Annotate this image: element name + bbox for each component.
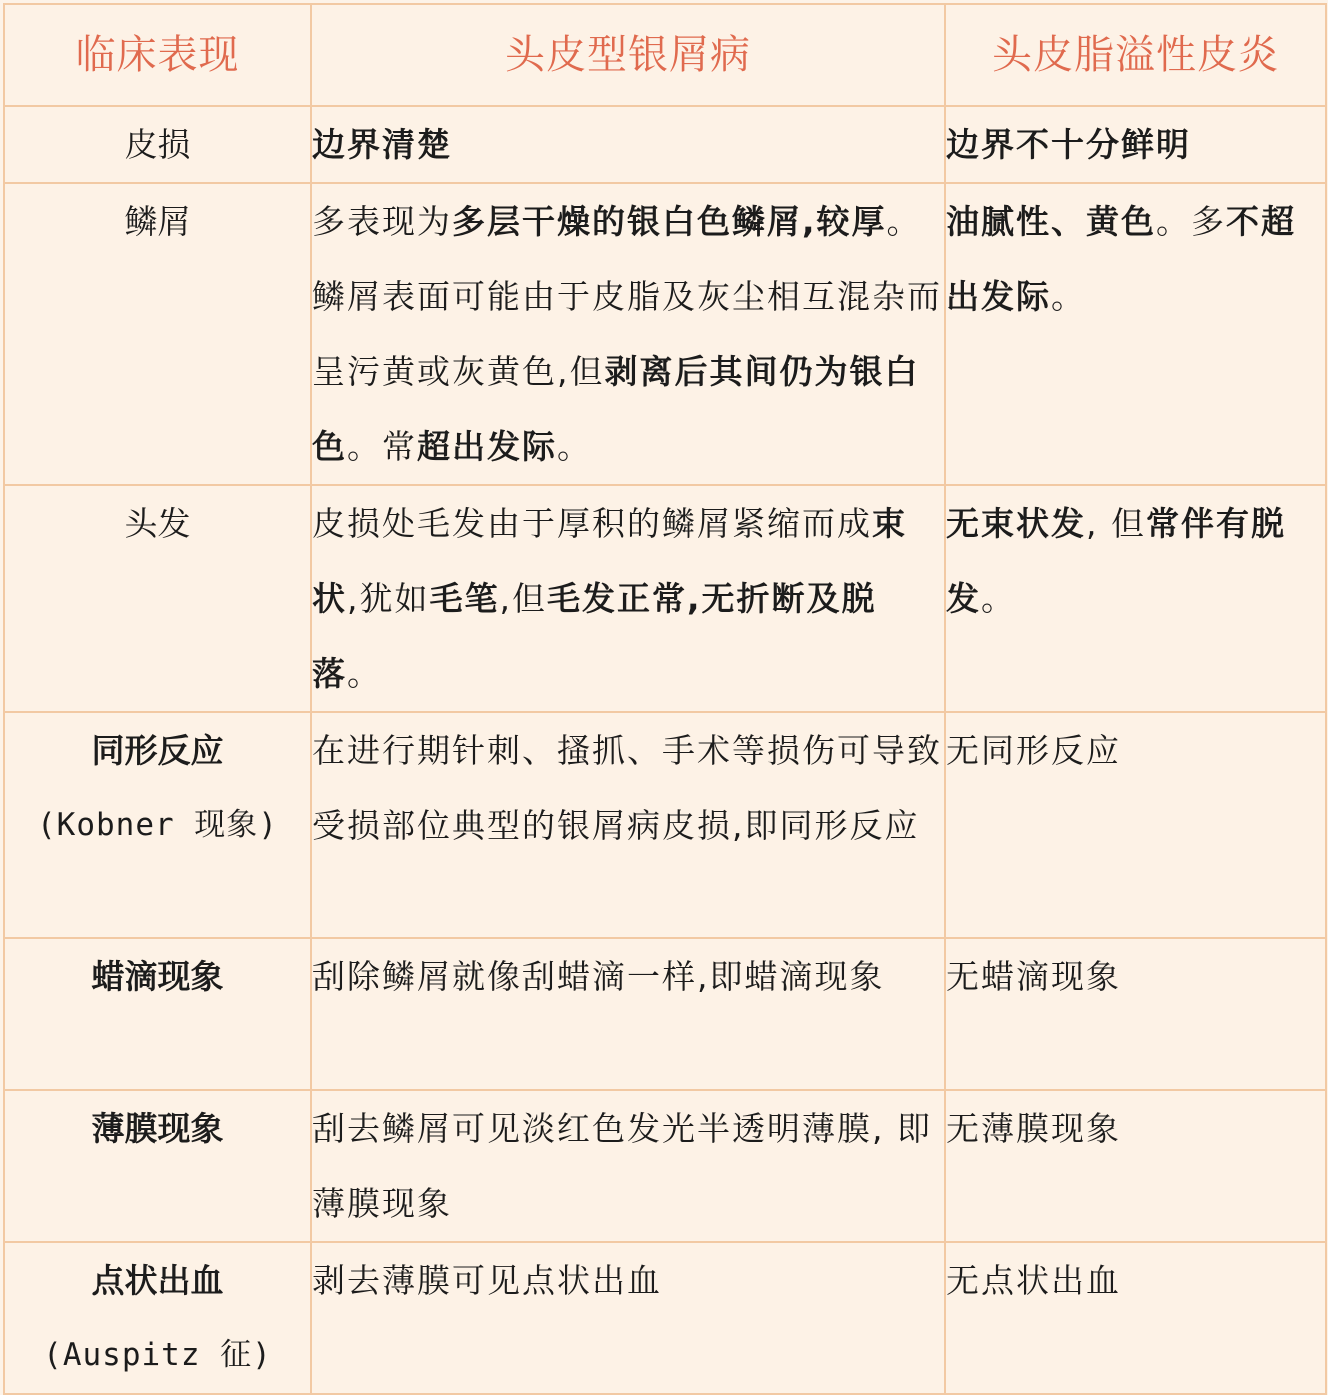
cell-text: 剥去薄膜可见点状出血 bbox=[312, 1261, 662, 1300]
cell-text: 。 bbox=[347, 654, 382, 693]
psoriasis-cell bbox=[311, 712, 945, 938]
psoriasis-cell bbox=[311, 183, 945, 485]
cell-text: 多表现为 bbox=[312, 202, 452, 241]
cell-text: 无同形反应 bbox=[946, 731, 1121, 770]
row-label-cell bbox=[4, 106, 311, 183]
table-row bbox=[4, 1090, 1326, 1242]
dermatitis-cell bbox=[945, 1090, 1326, 1242]
emphasized-text: 多层干燥的银白色鳞屑,较厚 bbox=[452, 202, 887, 241]
cell-text: 。常 bbox=[347, 427, 417, 466]
row-label: 点状出血 bbox=[91, 1261, 224, 1300]
row-label: 蜡滴现象 bbox=[91, 957, 224, 996]
dermatitis-cell bbox=[945, 938, 1326, 1090]
comparison-table bbox=[3, 3, 1327, 1395]
row-label-cell bbox=[4, 1090, 311, 1242]
cell-text: 刮除鳞屑就像刮蜡滴一样,即蜡滴现象 bbox=[312, 957, 885, 996]
emphasized-text: 束状 bbox=[312, 504, 907, 618]
header-seborrheic-dermatitis: 头皮脂溢性皮炎 bbox=[945, 4, 1326, 106]
row-label: 同形反应 bbox=[91, 731, 224, 770]
cell-text: 。 bbox=[981, 579, 1016, 618]
row-label-cell bbox=[4, 1242, 311, 1394]
emphasized-text: 剥离后其间仍为银白色 bbox=[312, 352, 920, 466]
emphasized-text: 超出发际 bbox=[417, 427, 557, 466]
row-label-cell bbox=[4, 712, 311, 938]
cell-text: 。 bbox=[1051, 277, 1086, 316]
row-label-cell bbox=[4, 183, 311, 485]
psoriasis-cell bbox=[311, 106, 945, 183]
psoriasis-cell bbox=[311, 938, 945, 1090]
cell-text: 皮损处毛发由于厚积的鳞屑紧缩而成 bbox=[312, 504, 872, 543]
cell-text: 。多 bbox=[1156, 202, 1226, 241]
emphasized-text: 常伴有脱发 bbox=[946, 504, 1286, 618]
emphasized-text: 边界不十分鲜明 bbox=[946, 125, 1191, 164]
cell-text: 无点状出血 bbox=[946, 1261, 1121, 1300]
cell-text: 无薄膜现象 bbox=[946, 1109, 1121, 1148]
row-label-subtitle: (Kobner 现象) bbox=[37, 807, 278, 843]
table-row bbox=[4, 183, 1326, 485]
table-row bbox=[4, 106, 1326, 183]
dermatitis-cell bbox=[945, 1242, 1326, 1394]
cell-text: 无蜡滴现象 bbox=[946, 957, 1121, 996]
emphasized-text: 不超出发际 bbox=[946, 202, 1296, 316]
emphasized-text: 毛发正常,无折断及脱落 bbox=[312, 579, 877, 693]
row-label: 头发 bbox=[124, 504, 191, 543]
psoriasis-cell bbox=[311, 485, 945, 712]
table-row bbox=[4, 938, 1326, 1090]
table-row bbox=[4, 485, 1326, 712]
cell-text: 刮去鳞屑可见淡红色发光半透明薄膜, 即薄膜现象 bbox=[312, 1109, 932, 1223]
row-label: 薄膜现象 bbox=[91, 1109, 224, 1148]
table-row bbox=[4, 712, 1326, 938]
row-label-subtitle: (Auspitz 征) bbox=[43, 1337, 272, 1373]
cell-text: ,犹如 bbox=[347, 579, 430, 618]
row-label: 皮损 bbox=[124, 125, 191, 164]
row-label-cell bbox=[4, 938, 311, 1090]
cell-text: , 但 bbox=[1086, 504, 1146, 543]
row-label-cell bbox=[4, 485, 311, 712]
psoriasis-cell bbox=[311, 1090, 945, 1242]
emphasized-text: 边界清楚 bbox=[312, 125, 452, 164]
table-row bbox=[4, 1242, 1326, 1394]
header-clinical-features: 临床表现 bbox=[4, 4, 311, 106]
emphasized-text: 无束状发 bbox=[946, 504, 1086, 543]
cell-text: ,但 bbox=[499, 579, 547, 618]
row-label: 鳞屑 bbox=[124, 202, 191, 241]
emphasized-text: 油腻性、黄色 bbox=[946, 202, 1156, 241]
header-row bbox=[4, 4, 1326, 106]
cell-text: 。 bbox=[557, 427, 592, 466]
emphasized-text: 毛笔 bbox=[429, 579, 500, 618]
dermatitis-cell bbox=[945, 485, 1326, 712]
cell-text: 。鳞屑表面可能由于皮脂及灰尘相互混杂而呈污黄或灰黄色,但 bbox=[312, 202, 942, 391]
dermatitis-cell bbox=[945, 712, 1326, 938]
psoriasis-cell bbox=[311, 1242, 945, 1394]
dermatitis-cell bbox=[945, 183, 1326, 485]
cell-text: 在进行期针刺、搔抓、手术等损伤可导致受损部位典型的银屑病皮损,即同形反应 bbox=[312, 731, 942, 845]
dermatitis-cell bbox=[945, 106, 1326, 183]
header-scalp-psoriasis: 头皮型银屑病 bbox=[311, 4, 945, 106]
